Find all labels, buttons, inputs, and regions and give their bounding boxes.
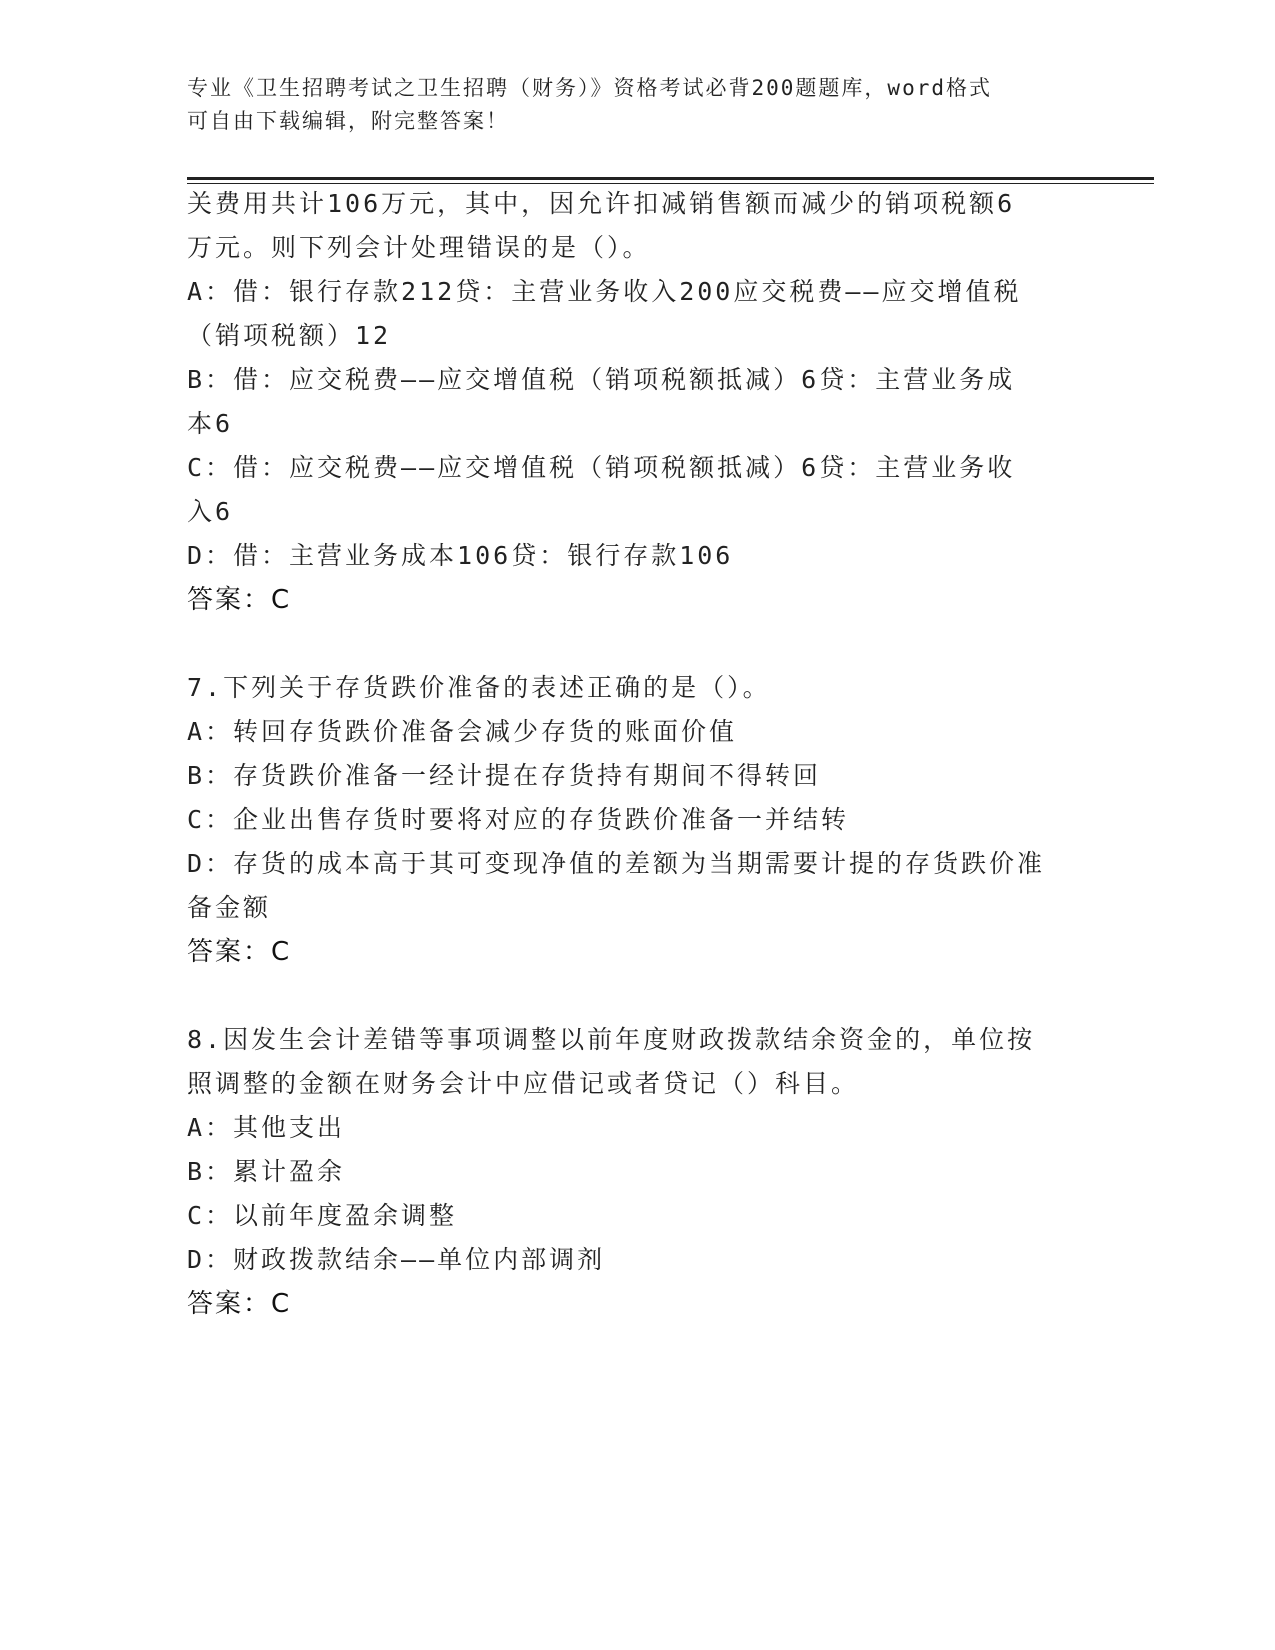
question-6-stem-line-1: 关费用共计106万元，其中，因允许扣减销售额而减少的销项税额6 <box>187 189 1016 218</box>
question-8-stem-line-2: 照调整的金额在财务会计中应借记或者贷记（）科目。 <box>187 1069 860 1098</box>
question-7-option-d-line-1: D：存货的成本高于其可变现净值的差额为当期需要计提的存货跌价准 <box>187 849 1046 878</box>
header-title-line-2: 可自由下载编辑，附完整答案！ <box>187 109 509 133</box>
header-title-line-1: 专业《卫生招聘考试之卫生招聘（财务）》资格考试必背200题题库，word格式 <box>187 76 992 100</box>
question-6-option-b-line-2: 本6 <box>187 409 234 438</box>
question-8-stem-line-1: 8.因发生会计差错等事项调整以前年度财政拨款结余资金的，单位按 <box>187 1025 1036 1054</box>
question-6-option-c-line-1: C：借：应交税费——应交增值税（销项税额抵减）6贷：主营业务收 <box>187 453 1016 482</box>
question-7-option-a: A：转回存货跌价准备会减少存货的账面价值 <box>187 717 738 746</box>
question-6-option-d: D：借：主营业务成本106贷：银行存款106 <box>187 541 734 570</box>
question-6-option-a-line-2: （销项税额）12 <box>187 321 392 350</box>
question-8-option-b: B：累计盈余 <box>187 1157 346 1186</box>
question-6-answer: 答案：C <box>187 585 292 615</box>
question-8-option-c: C：以前年度盈余调整 <box>187 1201 458 1230</box>
page-header <box>187 72 1067 138</box>
question-7-stem: 7.下列关于存货跌价准备的表述正确的是（）。 <box>187 673 771 702</box>
question-6-option-c-line-2: 入6 <box>187 497 234 526</box>
header-divider-thick <box>187 177 1154 180</box>
question-7-answer: 答案：C <box>187 937 292 967</box>
question-6-option-b-line-1: B：借：应交税费——应交增值税（销项税额抵减）6贷：主营业务成 <box>187 365 1016 394</box>
question-8-option-a: A：其他支出 <box>187 1113 346 1142</box>
question-6-option-a-line-1: A：借：银行存款212贷：主营业务收入200应交税费——应交增值税 <box>187 277 1022 306</box>
question-8-answer: 答案：C <box>187 1289 292 1319</box>
question-8-option-d: D：财政拨款结余——单位内部调剂 <box>187 1245 606 1274</box>
question-7-option-d-line-2: 备金额 <box>187 893 272 922</box>
header-divider-thin <box>187 183 1154 184</box>
question-7-option-b: B：存货跌价准备一经计提在存货持有期间不得转回 <box>187 761 822 790</box>
question-7-option-c: C：企业出售存货时要将对应的存货跌价准备一并结转 <box>187 805 850 834</box>
question-6-stem-line-2: 万元。则下列会计处理错误的是（）。 <box>187 233 651 262</box>
